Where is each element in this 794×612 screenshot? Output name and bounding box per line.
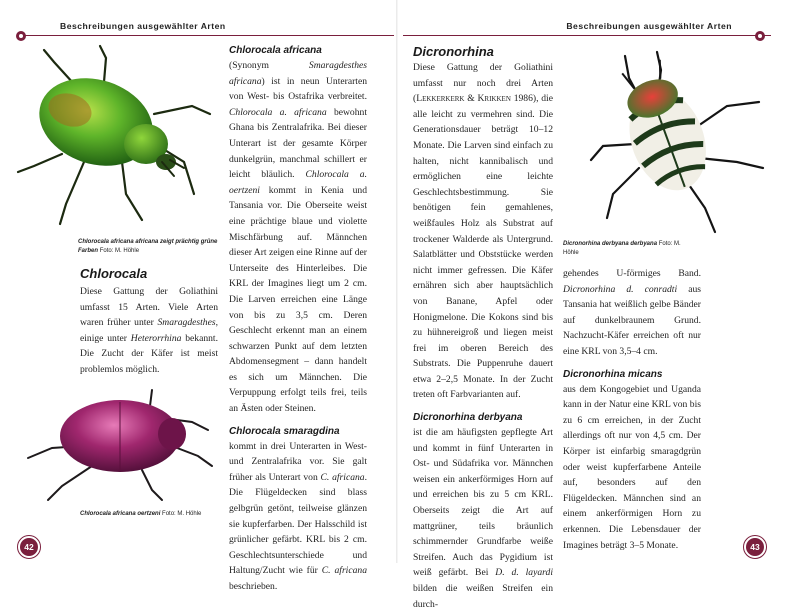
text-segment: Diese Gattung der Goliathini umfasst nur noch drei Arten ( <box>413 62 553 105</box>
left-page <box>0 0 397 592</box>
text-authors: Lekkerkerk & Krikken <box>416 93 511 105</box>
caption-fig3 <box>563 240 693 257</box>
caption-fig2-credit: Foto: M. Höhle <box>162 511 202 517</box>
text-italic: Smaragdesthes <box>157 317 216 329</box>
text-segment: (Synonym <box>229 60 309 71</box>
caption-fig1 <box>78 238 218 255</box>
text-dicronorhina <box>413 60 553 403</box>
right-page <box>397 0 794 610</box>
running-head-right: Beschreibungen ausgewählter Arten <box>566 21 732 31</box>
text-segment: , einige unter <box>80 317 218 344</box>
text-segment: bilden die weißen Streifen ein durch- <box>413 583 553 610</box>
text-chlorocala-smaragdina <box>229 439 367 595</box>
text-segment: 1986), die alle leicht zu vermehren sind. Die Generationsdauer beträgt 10–12 Monate. Die Larven sind einfach zu halten, nicht kannibalisch und ermöglichen eine leichte Geschlechtsbestimmung. Sie benötigen fein gemahlenes, weißfaules Holz als Substrat auf trockener Walderde als Untergrund. Salatblätter und Obststücke werden nicht immer gefressen. Die Käfer ernähren sich aber hauptsächlich von Banane, Apfel oder Honigmelone. Die Kokons sind bis zu hühnereigroß und liegen meist frei im oberen Bereich des Substrats. Die Puppenruhe dauert etwa 2–2,5 Monate. In der Zucht treten oft Farbvarianten auf. <box>413 93 553 401</box>
text-segment: beschrieben. <box>229 581 278 592</box>
text-segment: . Die Flügeldecken sind blass gelbgrün getönt, teilweise glänzen sie kupferfarben. Der Halsschild ist grünlicher gefärbt. KRL bis 2 cm. Geschlechtsunterschiede und Haltung/Zucht wie für <box>229 471 367 577</box>
text-italic: C. africana <box>320 471 365 483</box>
text-italic: Smaragdesthes africana <box>229 60 367 87</box>
heading-dicronorhina-micans: Dicronorhina micans <box>563 368 663 380</box>
text-chlorocala-africana <box>229 58 367 417</box>
photo-chlorocala-africana <box>14 44 214 234</box>
heading-dicronorhina: Dicronorhina <box>413 44 494 59</box>
text-segment: gehendes U-förmiges Band. <box>563 268 701 279</box>
text-italic: C. africana <box>321 565 367 577</box>
text-italic: Heterorrhina <box>130 332 182 344</box>
column-dicronorhina <box>413 44 553 612</box>
caption-fig1-credit: Foto: M. Höhle <box>99 247 140 254</box>
text-italic: Chlorocala a. oertzeni <box>229 169 367 196</box>
text-segment: ist die am häufigsten gepflegte Art und kommt in fünf Unterarten in Ost- und Südafrika vor. Männchen weisen ein ankerförmiges Horn auf und erreichen bis zu 5 cm KRL. Oberseits zeigt die Art auf mattgrüner, teils bräunlich schimmernder Grundfarbe weiße Streifen. Auch das Pygidium ist weiß gefärbt. Bei <box>413 427 553 579</box>
text-chlorocala <box>80 284 218 378</box>
caption-fig3-credit: Foto: M. Höhle <box>563 241 681 256</box>
column-chlorocala <box>80 266 218 378</box>
page-number-left: 42 <box>20 538 38 556</box>
caption-fig1-species: Chlorocala africana africana zeigt prächtig grüne Farben <box>78 239 218 254</box>
caption-fig3-species: Dicronorhina derbyana derbyana <box>563 241 658 247</box>
heading-chlorocala: Chlorocala <box>80 266 148 281</box>
page-number-right: 43 <box>746 538 764 556</box>
header-bullet-right <box>755 31 765 41</box>
text-segment: Diese Gattung der Goliathini umfasst 15 Arten. Viele Arten waren früher unter <box>80 286 218 329</box>
header-rule-left <box>22 35 394 36</box>
running-head-left: Beschreibungen ausgewählter Arten <box>60 21 226 31</box>
text-segment: ) ist in neun Unterarten von West- bis Ostafrika verbreitet. <box>229 75 367 103</box>
header-rule-right <box>403 35 771 36</box>
text-italic: Dicronorhina d. conradti <box>563 283 678 295</box>
column-dicronorhina-cont <box>563 266 701 553</box>
text-dicronorhina-micans: aus dem Kongogebiet und Uganda kann in der Natur eine KRL von bis zu 6 cm erreichen, in der Zucht allerdings oft nur von 4,5 cm. Der Körper ist einfarbig smaragdgrün oder weist kupferfarbene Anteile auf, besonders auf den Flügeldecken. Männchen sind an einem ankerförmigen Horn zu erkennen. Die Lebensdauer der Imagines beträgt 3–5 Monate. <box>563 383 701 551</box>
header-bullet-left <box>16 31 26 41</box>
heading-chlorocala-africana: Chlorocala africana <box>229 45 322 56</box>
photo-chlorocala-oertzeni <box>22 376 214 502</box>
text-italic: D. d. layardi <box>495 567 553 579</box>
heading-dicronorhina-derbyana: Dicronorhina derbyana <box>413 412 523 424</box>
text-segment: bekannt. Die Zucht der Käfer ist meist problemlos möglich. <box>80 332 218 375</box>
text-segment: aus Tansania hat weißlich gelbe Bänder auf dunkelbraunem Grund. Nachzucht-Käfer erreichen oft nur eine KRL von 3,5–4 cm. <box>563 283 701 357</box>
text-derbyana-cont <box>563 266 701 360</box>
text-segment: kommt in Kenia und Tansania vor. Die Oberseite weist eine prächtige blaue und violette Mischfärbung auf. Männchen dieser Art zeigen eine Rinne auf der Unterseite des Hinterleibes. Die KRL der Imagines liegt um 2 cm. Die Larven erreichen eine Länge von bis zu 3,5 cm. Deren Geschlecht erkennt man an einem schwarzen Punkt auf dem letzten Abdomensegment – dann handelt es sich um Männchen. Die Verpuppung erfolgt teils frei, teils an Ästen oder Steinen. <box>229 184 367 415</box>
text-segment: kommt in drei Unterarten in West- und Zentralafrika vor. Sie galt früher als Unterart von <box>229 440 367 483</box>
text-dicronorhina-derbyana <box>413 425 553 612</box>
caption-fig2-species: Chlorocala africana oertzeni <box>80 511 161 517</box>
photo-dicronorhina-derbyana <box>587 48 767 234</box>
text-segment: bewohnt Ghana bis Zentralafrika. Bei dieser Unterart ist der gesamte Körper dunkelgrün, manchmal schillert er leicht bläulich. <box>229 106 367 181</box>
heading-chlorocala-smaragdina: Chlorocala smaragdina <box>229 425 340 437</box>
column-chlorocala-africana <box>229 44 367 595</box>
text-italic: Chlorocala a. africana <box>229 106 327 118</box>
caption-fig2 <box>80 510 220 519</box>
